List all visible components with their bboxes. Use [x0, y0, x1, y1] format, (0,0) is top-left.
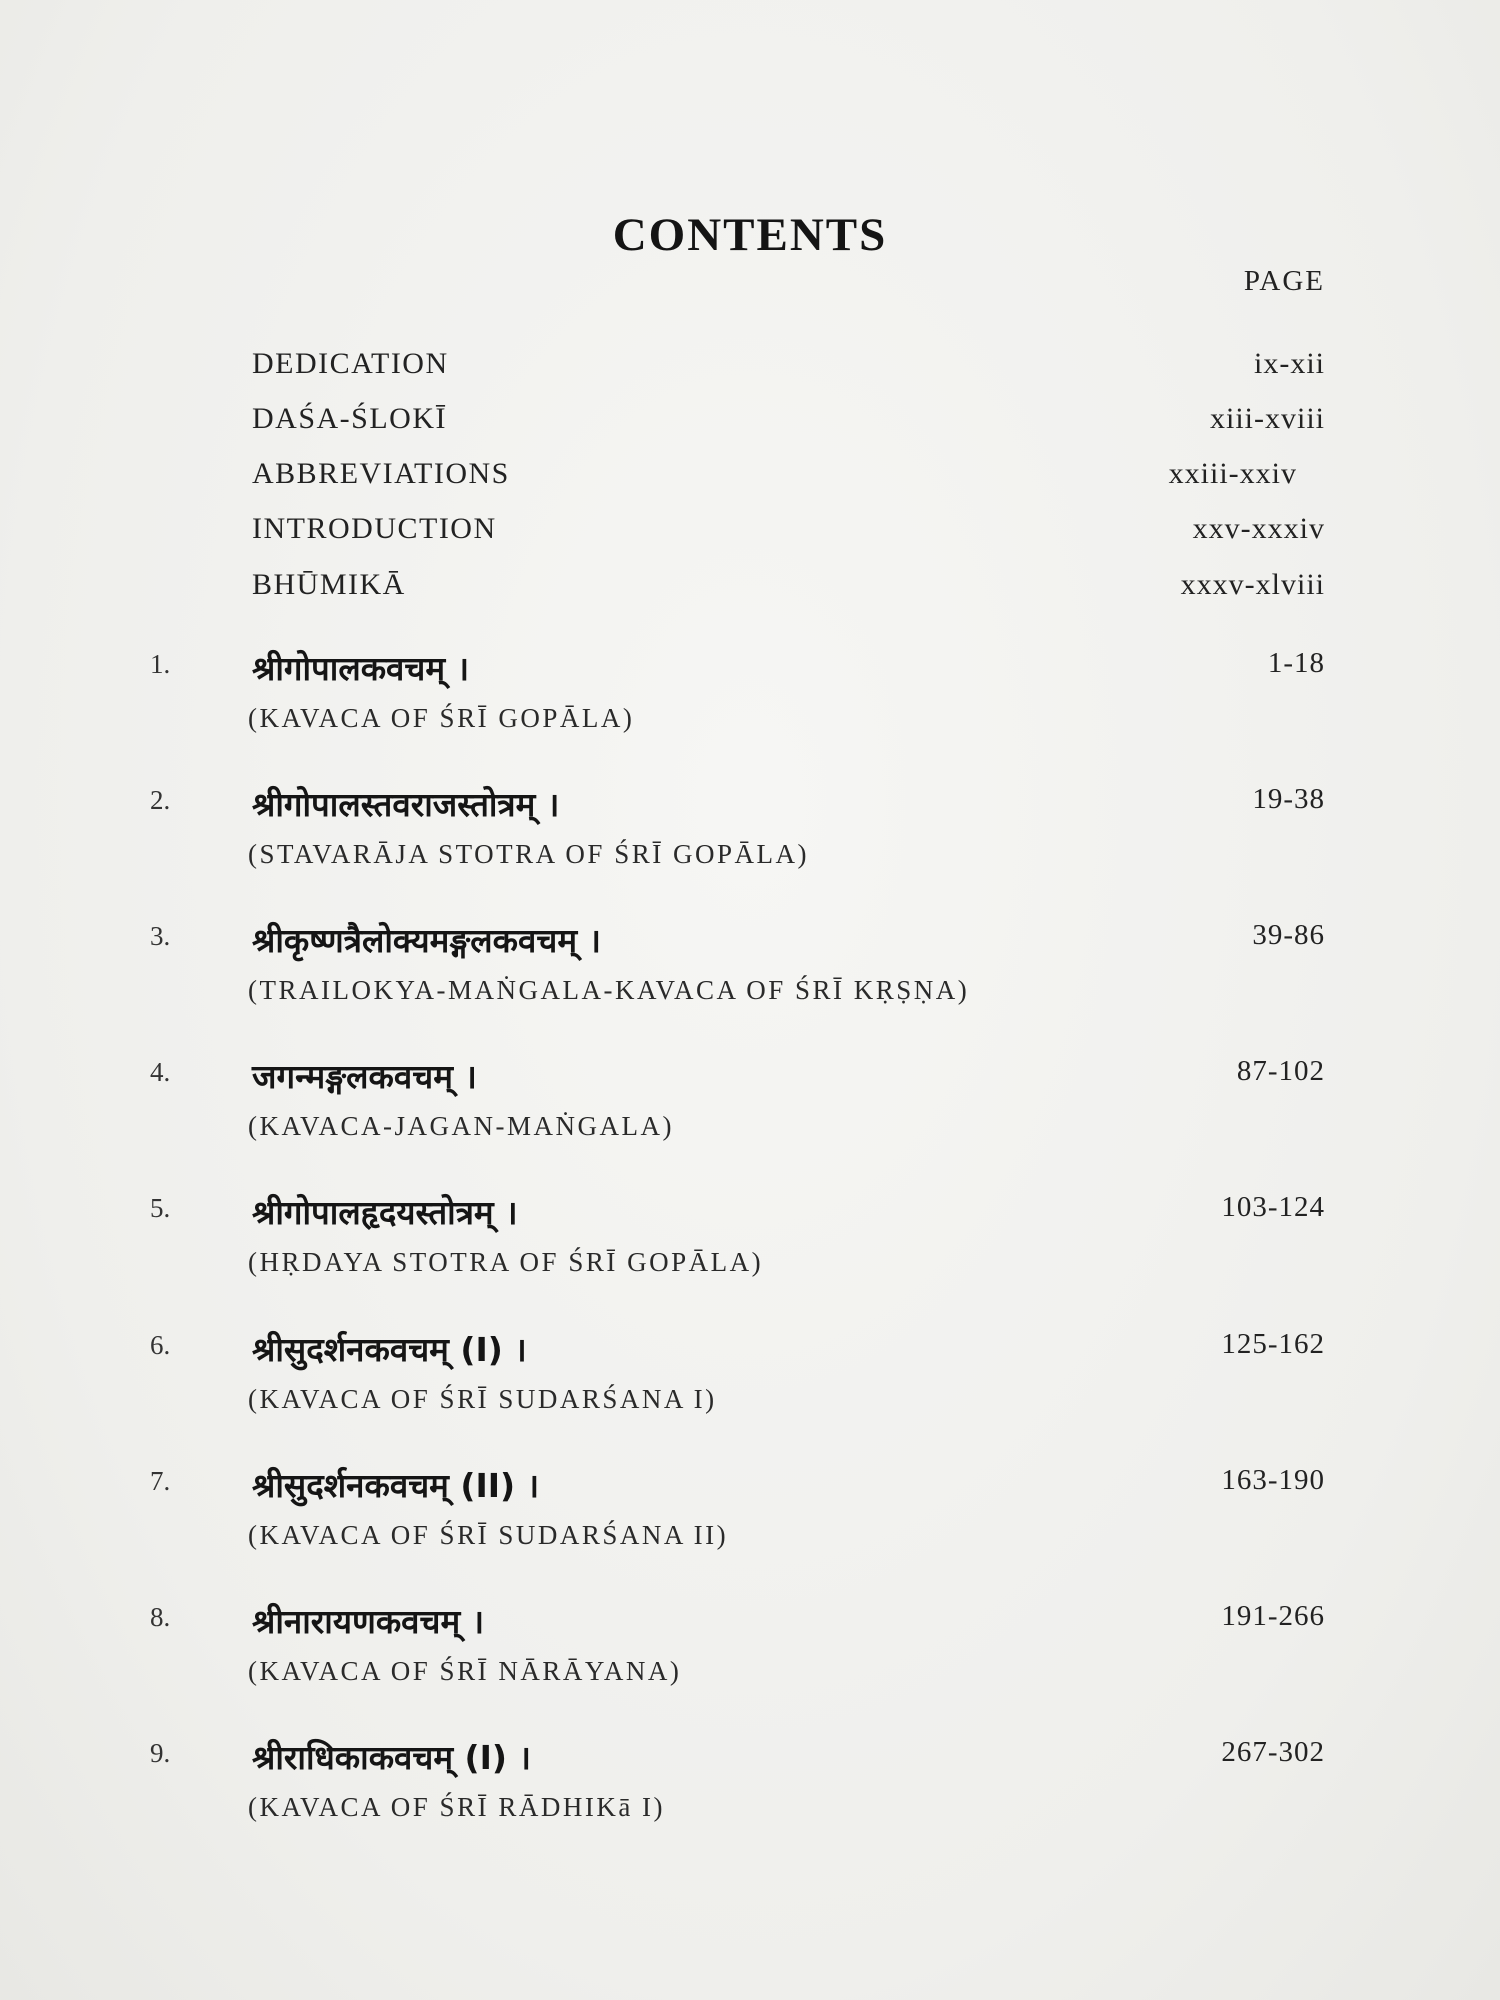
- entry-sanskrit-title: श्रीकृष्णत्रैलोक्यमङ्गलकवचम् ।: [252, 921, 602, 960]
- front-matter-pages: xxv-xxxiv: [1192, 512, 1325, 545]
- entry-number: 4.: [150, 1057, 171, 1087]
- entry-pages: 87-102: [1236, 1055, 1325, 1087]
- entry-english-title: (TRAILOKYA-MAṄGALA-KAVACA OF ŚRĪ KṚṢṆA): [248, 975, 970, 1005]
- entry-sanskrit-title: श्रीगोपालकवचम् ।: [252, 649, 470, 688]
- contents-entry[interactable]: [150, 645, 1325, 765]
- entry-english-title: (KAVACA-JAGAN-MAṄGALA): [248, 1111, 674, 1141]
- entry-pages: 191-266: [1221, 1600, 1325, 1632]
- front-matter-pages: ix-xii: [1254, 347, 1325, 380]
- front-matter-item[interactable]: [252, 347, 1325, 387]
- entry-number: 8.: [150, 1602, 171, 1632]
- entry-sanskrit-title: श्रीगोपालहृदयस्तोत्रम् ।: [252, 1193, 518, 1232]
- front-matter-label: DAŚA-ŚLOKĪ: [252, 402, 447, 435]
- front-matter-label: DEDICATION: [252, 347, 449, 380]
- entry-pages: 267-302: [1221, 1736, 1325, 1768]
- front-matter-item[interactable]: [252, 568, 1325, 608]
- entry-pages: 19-38: [1252, 783, 1325, 815]
- entry-english-title: (KAVACA OF ŚRĪ SUDARŚANA I): [248, 1384, 717, 1414]
- entry-number: 6.: [150, 1330, 171, 1360]
- contents-entry[interactable]: [150, 1053, 1325, 1173]
- entry-number: 1.: [150, 649, 171, 679]
- front-matter-item[interactable]: [252, 402, 1325, 442]
- contents-entry[interactable]: [150, 917, 1325, 1037]
- entry-pages: 163-190: [1221, 1464, 1325, 1496]
- contents-entry[interactable]: [150, 1189, 1325, 1309]
- entry-english-title: (KAVACA OF ŚRĪ SUDARŚANA II): [248, 1520, 729, 1550]
- entry-english-title: (KAVACA OF ŚRĪ GOPĀLA): [248, 703, 635, 733]
- front-matter-label: ABBREVIATIONS: [252, 457, 510, 490]
- entry-sanskrit-title: श्रीनारायणकवचम् ।: [252, 1602, 485, 1641]
- contents-entry[interactable]: [150, 1326, 1325, 1446]
- entry-sanskrit-title: श्रीसुदर्शनकवचम् (I) ।: [252, 1330, 527, 1369]
- front-matter-item[interactable]: [252, 512, 1325, 552]
- entry-number: 5.: [150, 1193, 171, 1223]
- entry-pages: 39-86: [1252, 919, 1325, 951]
- entry-english-title: (KAVACA OF ŚRĪ NĀRĀYANA): [248, 1656, 682, 1686]
- entry-pages: 103-124: [1221, 1191, 1325, 1223]
- entry-number: 7.: [150, 1466, 171, 1496]
- entry-number: 2.: [150, 785, 171, 815]
- entry-pages: 1-18: [1267, 647, 1325, 679]
- contents-title: CONTENTS: [612, 209, 888, 261]
- entry-sanskrit-title: श्रीगोपालस्तवराजस्तोत्रम् ।: [252, 785, 560, 824]
- entry-english-title: (KAVACA OF ŚRĪ RĀDHIKā I): [248, 1792, 666, 1822]
- entry-pages: 125-162: [1221, 1328, 1325, 1360]
- front-matter-label: BHŪMIKĀ: [252, 568, 406, 601]
- front-matter-pages: xxxv-xlviii: [1180, 568, 1325, 601]
- front-matter-item[interactable]: [252, 457, 1297, 497]
- front-matter-label: INTRODUCTION: [252, 512, 497, 545]
- front-matter-pages: xxiii-xxiv: [1168, 457, 1297, 490]
- entry-sanskrit-title: श्रीसुदर्शनकवचम् (II) ।: [252, 1466, 540, 1505]
- contents-entry[interactable]: [150, 1462, 1325, 1582]
- entry-number: 9.: [150, 1738, 171, 1768]
- contents-entry[interactable]: [150, 1598, 1325, 1718]
- front-matter-pages: xiii-xviii: [1210, 402, 1325, 435]
- entry-sanskrit-title: जगन्मङ्गलकवचम् ।: [252, 1057, 477, 1096]
- entry-english-title: (STAVARĀJA STOTRA OF ŚRĪ GOPĀLA): [248, 839, 809, 869]
- entry-sanskrit-title: श्रीराधिकाकवचम् (I) ।: [252, 1738, 531, 1777]
- page-column-heading: PAGE: [1243, 265, 1325, 297]
- entry-number: 3.: [150, 921, 171, 951]
- contents-entry[interactable]: [150, 1734, 1325, 1854]
- entry-english-title: (HṚDAYA STOTRA OF ŚRĪ GOPĀLA): [248, 1247, 764, 1277]
- contents-entry[interactable]: [150, 781, 1325, 901]
